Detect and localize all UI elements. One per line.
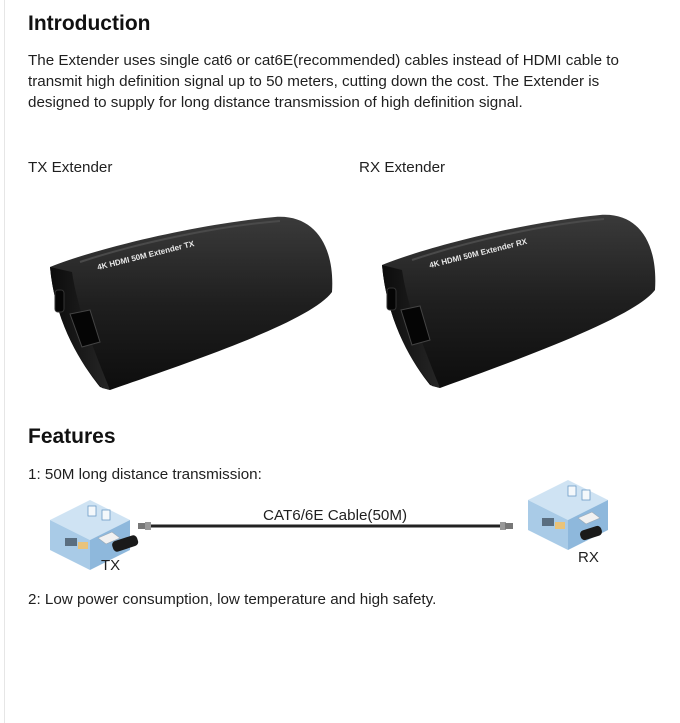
rx-room-illustration <box>528 480 608 550</box>
tx-extender-label: TX Extender <box>28 159 113 176</box>
rx-extender-label: RX Extender <box>359 159 446 176</box>
feature-item-1: 1: 50M long distance transmission: <box>28 466 262 483</box>
introduction-text: The Extender uses single cat6 or cat6E(recommended) cables instead of HDMI cable to transmit high definition signal up to 50 meters, cutting down the cost. The Extender is designed to supply for long distance transmission of high definition signal. <box>28 52 619 111</box>
cable-label: CAT6/6E Cable(50M) <box>263 507 408 524</box>
rx-device-print: 4K HDMI 50M Extender RX <box>428 236 528 270</box>
transmission-diagram <box>40 480 640 580</box>
tx-extender-image <box>40 212 340 392</box>
tx-tag: TX <box>101 557 121 574</box>
feature-item-2: 2: Low power consumption, low temperature and high safety. <box>28 591 437 608</box>
features-heading: Features <box>28 425 116 448</box>
introduction-heading: Introduction <box>28 12 151 35</box>
rx-extender-image <box>372 210 662 390</box>
page-edge-rule <box>4 0 5 723</box>
rx-tag: RX <box>578 549 599 566</box>
tx-device-print: 4K HDMI 50M Extender TX <box>96 239 196 272</box>
